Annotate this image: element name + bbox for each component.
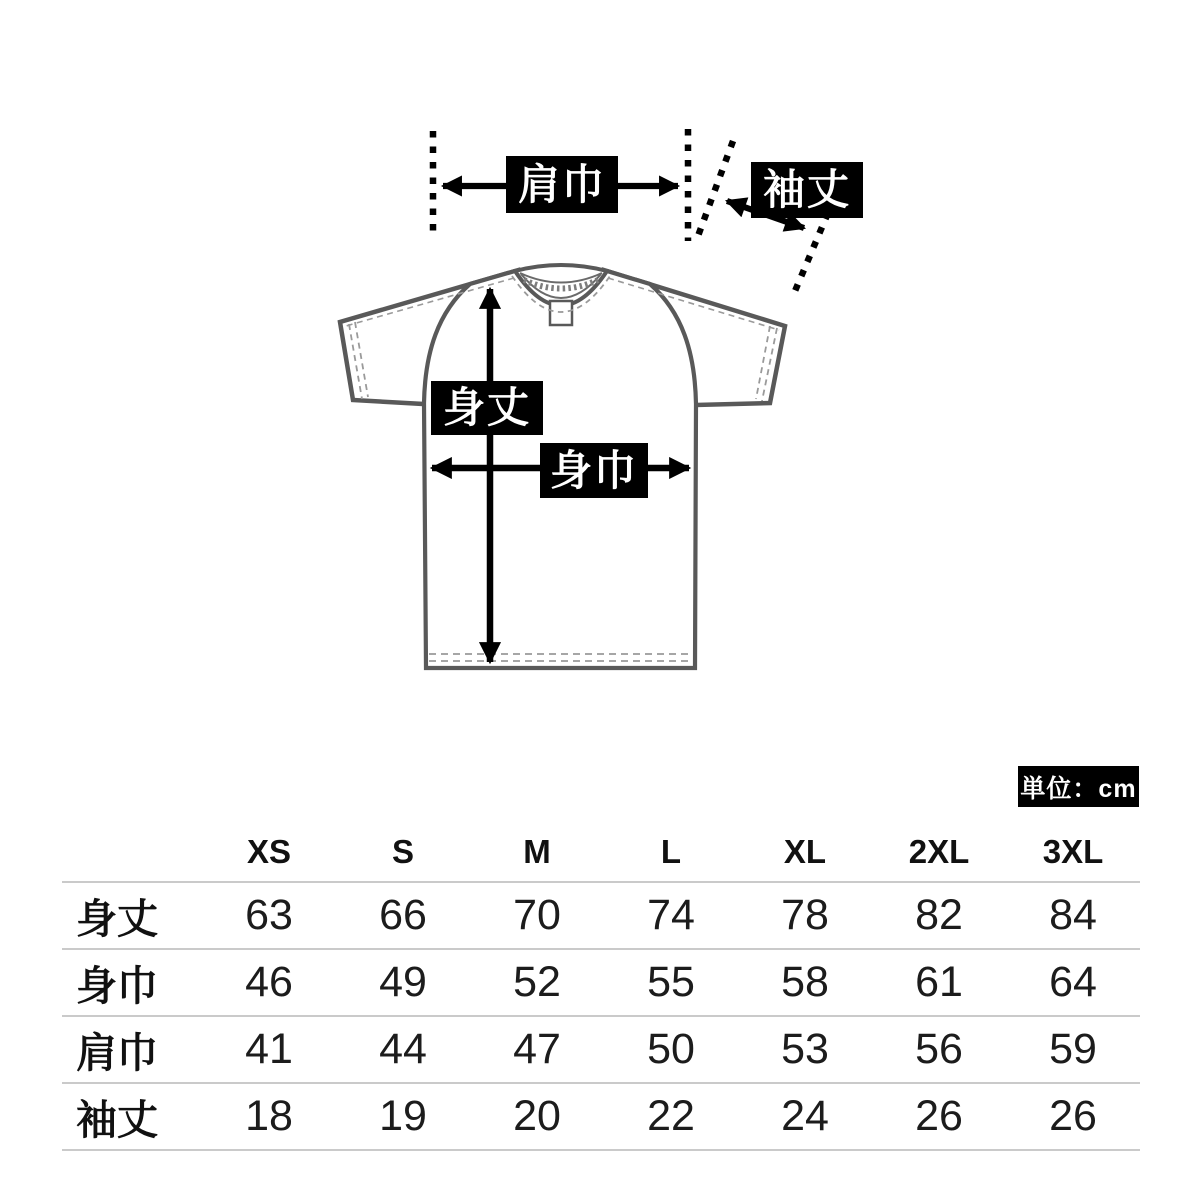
cell: 61 [915, 958, 963, 1006]
cell: 64 [1049, 958, 1097, 1006]
col-header-3xl: 3XL [1042, 832, 1104, 870]
cell: 82 [915, 891, 963, 939]
cell: 56 [915, 1025, 963, 1073]
sleeve-length-label: 袖丈 [751, 162, 863, 218]
cell: 18 [245, 1092, 293, 1140]
cell: 52 [513, 958, 561, 1006]
cell: 66 [379, 891, 427, 939]
col-header-xs: XS [246, 832, 292, 870]
size-table-container [62, 822, 1140, 1151]
cell: 26 [915, 1092, 963, 1140]
size-table-header-row [62, 822, 1140, 882]
cell: 47 [513, 1025, 561, 1073]
size-table [62, 822, 1140, 1151]
body-width-label: 身巾 [540, 443, 648, 498]
cell: 22 [647, 1092, 695, 1140]
cell: 20 [513, 1092, 561, 1140]
col-header-2xl: 2XL [908, 832, 970, 870]
cell: 24 [781, 1092, 829, 1140]
cell: 44 [379, 1025, 427, 1073]
cell: 59 [1049, 1025, 1097, 1073]
unit-badge: 単位：cm [1018, 766, 1139, 807]
cell: 58 [781, 958, 829, 1006]
col-header-l: L [660, 832, 682, 870]
table-row-shoulder-width [62, 1016, 1140, 1083]
size-tag [550, 301, 572, 325]
col-header-xl: XL [783, 832, 827, 870]
cell: 19 [379, 1092, 427, 1140]
row-label: 身丈 [76, 896, 158, 942]
cell: 84 [1049, 891, 1097, 939]
cell: 70 [513, 891, 561, 939]
body-length-label: 身丈 [431, 381, 543, 435]
table-row-body-width [62, 949, 1140, 1016]
sleeve-guide-upper-dotted-line [698, 141, 733, 236]
row-label: 肩巾 [76, 1030, 158, 1076]
cell: 63 [245, 891, 293, 939]
row-label: 身巾 [76, 963, 158, 1009]
table-row-body-length [62, 882, 1140, 949]
table-row-sleeve-length [62, 1083, 1140, 1150]
cell: 53 [781, 1025, 829, 1073]
cell: 55 [647, 958, 695, 1006]
cell: 74 [647, 891, 695, 939]
corner-cell [62, 822, 202, 882]
cell: 26 [1049, 1092, 1097, 1140]
cell: 78 [781, 891, 829, 939]
col-header-s: S [391, 832, 414, 870]
cell: 41 [245, 1025, 293, 1073]
cell: 50 [647, 1025, 695, 1073]
row-label: 袖丈 [76, 1097, 158, 1143]
cell: 46 [245, 958, 293, 1006]
shoulder-width-label: 肩巾 [506, 156, 618, 213]
col-header-m: M [523, 832, 551, 870]
cell: 49 [379, 958, 427, 1006]
